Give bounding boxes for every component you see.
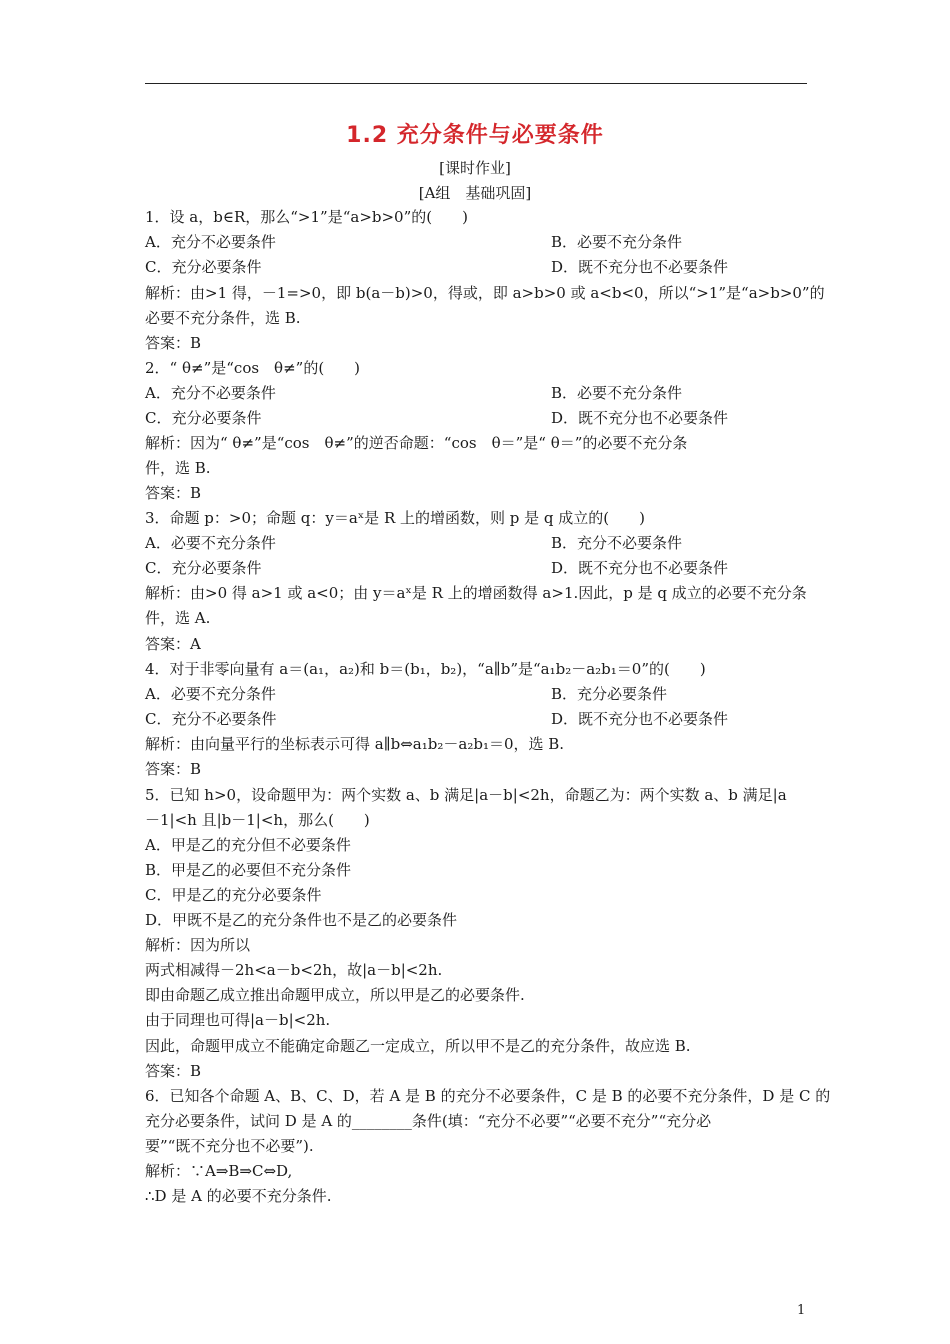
text-line: 因此，命题甲成立不能确定命题乙一定成立，所以甲不是乙的充分条件，故应选 B. [145,1037,691,1055]
text-line: 解析：因为“ θ≠”是“cos θ≠”的逆否命题：“cos θ＝”是“ θ＝”的必要不充分条 [145,434,688,452]
option-c: C．充分必要条件 [145,409,262,427]
option-c: C．甲是乙的充分必要条件 [145,886,322,904]
option-d: D．既不充分也不必要条件 [551,258,729,276]
option-b: B．必要不充分条件 [551,384,683,402]
option-d: D．甲既不是乙的充分条件也不是乙的必要条件 [145,911,458,929]
text-line: 3．命题 p：>0；命题 q：y＝aˣ是 R 上的增函数，则 p 是 q 成立的( ) [145,509,645,527]
text-line: 解析：由向量平行的坐标表示可得 a∥b⇔a₁b₂－a₂b₁＝0，选 B. [145,735,565,753]
option-b: B．充分必要条件 [551,685,668,703]
text-line: 解析：因为所以 [145,936,251,954]
option-b: B．必要不充分条件 [551,233,683,251]
text-line: 要”“既不充分也不必要”). [145,1137,314,1155]
text-line: 件，选 A. [145,609,211,627]
answer: 答案：B [145,484,202,502]
answer: 答案：B [145,1062,202,1080]
option-a: A．充分不必要条件 [145,384,276,402]
text-line: 充分必要条件，试问 D 是 A 的________条件(填：“充分不必要”“必要不充分”“充分必 [145,1112,712,1130]
text-line: 件，选 B. [145,459,211,477]
subtitle: [课时作业] [439,159,511,177]
option-b: B．充分不必要条件 [551,534,683,552]
text-line: ∴D 是 A 的必要不充分条件. [145,1187,332,1205]
text-line: －1|<h 且|b－1|<h，那么( ) [145,811,370,829]
option-b: B．甲是乙的必要但不充分条件 [145,861,352,879]
text-line: 解析：由>1 得，－1=>0，即 b(a－b)>0，得或，即 a>b>0 或 a<b<0，所以“>1”是“a>b>0”的 [145,284,825,302]
answer: 答案：A [145,635,201,653]
text-line: 4．对于非零向量有 a＝(a₁，a₂)和 b＝(b₁，b₂)，“a∥b”是“a₁b₂－a₂b₁＝0”的( ) [145,660,706,678]
text-line: 5．已知 h>0，设命题甲为：两个实数 a、b 满足|a－b|<2h，命题乙为：两个实数 a、b 满足|a [145,786,787,804]
option-c: C．充分必要条件 [145,559,262,577]
option-a: A．必要不充分条件 [145,685,276,703]
text-line: 解析：∵A⇒B⇒C⇔D, [145,1162,293,1180]
text-line: 6．已知各个命题 A、B、C、D，若 A 是 B 的充分不必要条件，C 是 B 的必要不充分条件，D 是 C 的 [145,1087,831,1105]
header-rule [145,83,807,84]
text-line: 2．“ θ≠”是“cos θ≠”的( ) [145,359,361,377]
group-heading: [A组 基础巩固] [418,184,532,202]
answer: 答案：B [145,760,202,778]
option-d: D．既不充分也不必要条件 [551,710,729,728]
page-number: 1 [797,1303,806,1318]
text-line: 1．设 a，b∈R，那么“>1”是“a>b>0”的( ) [145,208,468,226]
text-line: 解析：由>0 得 a>1 或 a<0；由 y＝aˣ是 R 上的增函数得 a>1.因此，p 是 q 成立的必要不充分条 [145,584,807,602]
text-line: 由于同理也可得|a－b|<2h. [145,1011,331,1029]
answer: 答案：B [145,334,202,352]
option-c: C．充分不必要条件 [145,710,277,728]
option-a: A．甲是乙的充分但不必要条件 [145,836,351,854]
text-line: 即由命题乙成立推出命题甲成立，所以甲是乙的必要条件. [145,986,525,1004]
option-d: D．既不充分也不必要条件 [551,559,729,577]
page-title: 1.2 充分条件与必要条件 [346,123,604,148]
text-line: 两式相减得－2h<a－b<2h，故|a－b|<2h. [145,961,443,979]
text-line: 必要不充分条件，选 B. [145,309,301,327]
option-c: C．充分必要条件 [145,258,262,276]
option-a: A．充分不必要条件 [145,233,276,251]
option-d: D．既不充分也不必要条件 [551,409,729,427]
option-a: A．必要不充分条件 [145,534,276,552]
